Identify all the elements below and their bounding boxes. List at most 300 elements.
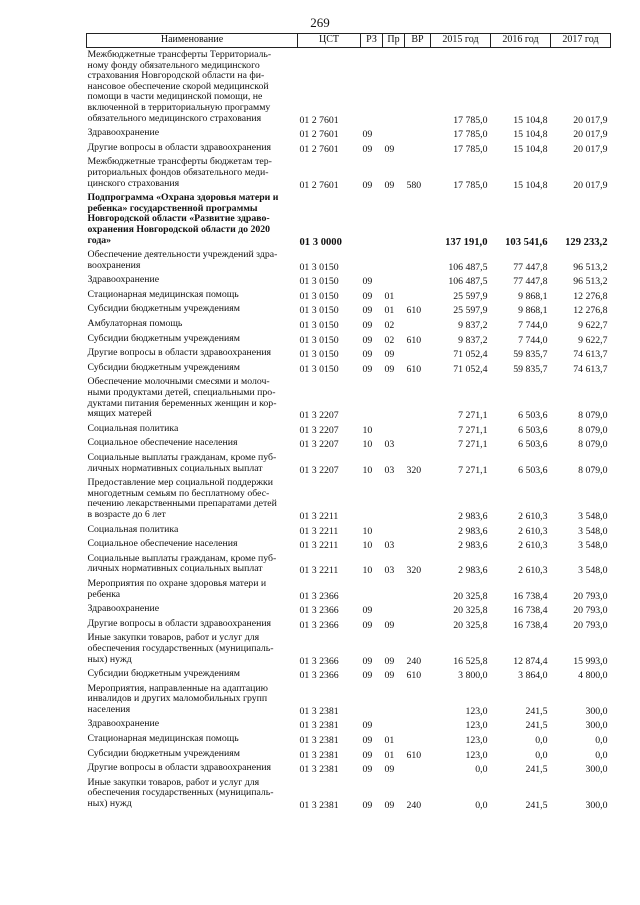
row-name-line: обязательного медицинского страхования <box>87 112 262 124</box>
row-vr <box>405 273 431 288</box>
row-cst: 01 3 0150 <box>299 320 339 332</box>
row-2016: 2 610,3 <box>518 510 548 522</box>
row-2015: 137 191,0 <box>445 236 488 248</box>
row-2016: 6 503,6 <box>518 464 548 476</box>
table-row <box>87 617 611 632</box>
row-pr: 09 <box>384 764 395 776</box>
row-2017: 0,0 <box>595 749 608 761</box>
row-rz: 09 <box>362 305 373 317</box>
row-2017: 96 513,2 <box>573 261 608 273</box>
table-row <box>87 451 611 476</box>
row-cst: 01 3 2366 <box>299 590 339 602</box>
row-2017: 20 017,9 <box>573 129 608 141</box>
row-cst: 01 3 2207 <box>299 424 339 436</box>
row-2017: 8 079,0 <box>578 410 608 422</box>
row-2016: 3 864,0 <box>518 670 548 682</box>
row-name-line: Социальные выплаты гражданам, кроме пуб- <box>87 452 277 463</box>
row-name <box>87 717 298 732</box>
row-name-line: Иные закупки товаров, работ и услуг для <box>87 776 260 788</box>
row-vr: 580 <box>406 179 422 191</box>
row-name-line: Стационарная медицинская помощь <box>87 733 239 745</box>
row-name <box>87 761 298 776</box>
row-rz <box>361 476 383 522</box>
row-name <box>87 602 298 617</box>
row-name-line: Новгородской области «Развитие здраво- <box>87 213 270 225</box>
row-pr <box>383 682 405 718</box>
row-rz: 09 <box>362 605 373 617</box>
row-2017: 20 017,9 <box>573 114 608 126</box>
row-vr: 610 <box>406 670 422 682</box>
row-cst: 01 3 2207 <box>299 464 339 476</box>
row-2016: 16 738,4 <box>513 619 548 631</box>
row-cst: 01 3 2211 <box>299 510 339 522</box>
row-name-line: мящих матерей <box>87 408 152 420</box>
row-pr <box>383 577 405 602</box>
row-name <box>87 155 298 191</box>
row-2016: 7 744,0 <box>518 334 548 346</box>
row-rz: 10 <box>362 525 373 537</box>
row-2016: 16 738,4 <box>513 590 548 602</box>
row-name <box>87 48 298 127</box>
row-vr <box>405 617 431 632</box>
row-name-line: многодетным семьям по бесплатному обес- <box>87 487 270 499</box>
row-2015: 71 052,4 <box>453 363 488 375</box>
row-2016: 59 835,7 <box>513 363 548 375</box>
row-pr: 09 <box>384 363 395 375</box>
table-row <box>87 346 611 361</box>
row-name-line: ребенка» государственной программы <box>87 202 258 214</box>
row-rz <box>361 577 383 602</box>
row-rz: 09 <box>362 334 373 346</box>
row-2015: 16 525,8 <box>453 655 488 667</box>
row-2016: 77 447,8 <box>513 276 548 288</box>
row-name <box>87 523 298 538</box>
row-2016: 2 610,3 <box>518 525 548 537</box>
table-row <box>87 552 611 577</box>
row-name-line: Здравоохранение <box>87 603 160 615</box>
row-vr <box>405 248 431 273</box>
row-2015: 123,0 <box>465 749 488 761</box>
row-rz: 10 <box>362 424 373 436</box>
row-pr: 01 <box>384 749 395 761</box>
row-vr: 610 <box>406 334 422 346</box>
row-cst: 01 3 2207 <box>299 410 339 422</box>
row-rz: 10 <box>362 540 373 552</box>
row-name-line: Социальная политика <box>87 523 179 535</box>
row-cst: 01 3 0150 <box>299 349 339 361</box>
row-name <box>87 422 298 437</box>
row-name <box>87 747 298 762</box>
table-row <box>87 141 611 156</box>
row-2017: 20 793,0 <box>573 619 608 631</box>
row-2016: 0,0 <box>535 735 548 747</box>
row-name <box>87 248 298 273</box>
row-cst: 01 3 2366 <box>299 605 339 617</box>
row-2016: 9 868,1 <box>518 290 548 302</box>
row-2015: 25 597,9 <box>453 305 488 317</box>
row-name-line: Предоставление мер социальной поддержки <box>87 477 274 489</box>
row-vr: 610 <box>406 749 422 761</box>
row-2016: 15 104,8 <box>513 179 548 191</box>
row-name-line: риториальных фондов обязательного меди- <box>87 166 269 178</box>
row-2015: 7 271,1 <box>458 410 488 422</box>
row-pr <box>383 523 405 538</box>
row-name-line: Субсидии бюджетным учреждениям <box>87 747 240 759</box>
row-rz: 09 <box>362 143 373 155</box>
table-header-row <box>87 34 611 48</box>
header-cst: ЦСТ <box>298 34 361 48</box>
row-cst: 01 3 0150 <box>299 261 339 273</box>
row-cst: 01 3 2381 <box>299 749 339 761</box>
row-cst: 01 3 0150 <box>299 305 339 317</box>
table-row <box>87 248 611 273</box>
row-cst: 01 3 0150 <box>299 334 339 346</box>
table-row <box>87 48 611 127</box>
row-name <box>87 617 298 632</box>
row-2015: 123,0 <box>465 705 488 717</box>
row-name-line: Субсидии бюджетным учреждениям <box>87 361 240 373</box>
header-vr: ВР <box>405 34 431 48</box>
table-row <box>87 747 611 762</box>
row-vr: 610 <box>406 305 422 317</box>
row-2016: 6 503,6 <box>518 424 548 436</box>
budget-table <box>86 33 611 812</box>
row-name-line: личных нормативных социальных выплат <box>87 563 263 575</box>
table-row <box>87 602 611 617</box>
row-2017: 4 800,0 <box>578 670 608 682</box>
row-2017: 300,0 <box>585 764 608 776</box>
row-cst: 01 3 0150 <box>299 290 339 302</box>
row-pr <box>383 273 405 288</box>
row-pr <box>383 48 405 127</box>
row-rz: 09 <box>362 764 373 776</box>
row-name <box>87 552 298 577</box>
row-2015: 106 487,5 <box>448 276 488 288</box>
row-2017: 300,0 <box>585 800 608 812</box>
row-name-line: Иные закупки товаров, работ и услуг для <box>87 632 260 644</box>
row-2016: 6 503,6 <box>518 439 548 451</box>
table-row <box>87 126 611 141</box>
row-2016: 6 503,6 <box>518 410 548 422</box>
row-name-line: Мероприятия по охране здоровья матери и <box>87 577 267 589</box>
row-2015: 17 785,0 <box>453 143 488 155</box>
row-rz: 09 <box>362 290 373 302</box>
row-cst: 01 3 2381 <box>299 764 339 776</box>
row-2016: 103 541,6 <box>505 236 548 248</box>
row-vr <box>405 422 431 437</box>
row-2016: 77 447,8 <box>513 261 548 273</box>
row-name-line: Амбулаторная помощь <box>87 318 183 330</box>
row-2015: 3 800,0 <box>458 670 488 682</box>
row-pr: 02 <box>384 334 395 346</box>
row-name-line: Стационарная медицинская помощь <box>87 288 239 300</box>
row-pr: 01 <box>384 290 395 302</box>
row-name <box>87 361 298 376</box>
row-vr <box>405 346 431 361</box>
row-name-line: нансовое обеспечение скорой медицинской <box>87 80 269 92</box>
row-2017: 3 548,0 <box>578 540 608 552</box>
header-name: Наименование <box>87 34 298 48</box>
row-pr: 09 <box>384 800 395 812</box>
row-pr: 03 <box>384 464 395 476</box>
row-2016: 15 104,8 <box>513 143 548 155</box>
row-name <box>87 126 298 141</box>
row-pr: 01 <box>384 735 395 747</box>
row-vr <box>405 537 431 552</box>
row-vr <box>405 436 431 451</box>
row-name-line: Другие вопросы в области здравоохранения <box>87 617 272 629</box>
table-row <box>87 761 611 776</box>
row-rz: 09 <box>362 720 373 732</box>
row-2017: 129 233,2 <box>565 236 608 248</box>
table-row <box>87 476 611 522</box>
row-pr: 03 <box>384 439 395 451</box>
table-row <box>87 332 611 347</box>
row-vr <box>405 732 431 747</box>
row-2016: 0,0 <box>535 749 548 761</box>
row-name-line: воохранения <box>87 259 141 271</box>
row-name-line: Здравоохранение <box>87 127 160 139</box>
row-rz: 09 <box>362 619 373 631</box>
row-vr: 610 <box>406 363 422 375</box>
row-2016: 16 738,4 <box>513 605 548 617</box>
row-2016: 2 610,3 <box>518 565 548 577</box>
table-row <box>87 422 611 437</box>
row-2016: 241,5 <box>525 800 548 812</box>
row-pr <box>383 248 405 273</box>
table-row <box>87 317 611 332</box>
row-2017: 0,0 <box>595 735 608 747</box>
row-2015: 123,0 <box>465 720 488 732</box>
page-number: 269 <box>310 15 330 30</box>
table-row <box>87 523 611 538</box>
row-name-line: Субсидии бюджетным учреждениям <box>87 668 240 680</box>
row-vr <box>405 317 431 332</box>
row-name <box>87 667 298 682</box>
row-2015: 20 325,8 <box>453 605 488 617</box>
row-2015: 9 837,2 <box>458 320 488 332</box>
row-pr <box>383 717 405 732</box>
row-2015: 106 487,5 <box>448 261 488 273</box>
row-cst: 01 3 2381 <box>299 800 339 812</box>
row-2017: 300,0 <box>585 705 608 717</box>
row-vr <box>405 141 431 156</box>
row-name <box>87 451 298 476</box>
row-name-line: цинского страхования <box>87 177 180 189</box>
row-cst: 01 2 7601 <box>299 179 339 191</box>
row-name <box>87 346 298 361</box>
row-name <box>87 577 298 602</box>
row-2017: 20 793,0 <box>573 605 608 617</box>
row-2017: 9 622,7 <box>578 320 608 332</box>
row-2016: 241,5 <box>525 705 548 717</box>
row-pr: 02 <box>384 320 395 332</box>
row-2015: 2 983,6 <box>458 510 488 522</box>
row-name-line: Межбюджетные трансферты Территориаль- <box>87 49 272 60</box>
row-cst: 01 3 2211 <box>299 525 339 537</box>
row-2017: 8 079,0 <box>578 439 608 451</box>
row-name <box>87 732 298 747</box>
row-vr <box>405 523 431 538</box>
row-name <box>87 476 298 522</box>
table-row <box>87 717 611 732</box>
row-vr <box>405 577 431 602</box>
row-pr <box>383 602 405 617</box>
row-2015: 20 325,8 <box>453 619 488 631</box>
row-2017: 3 548,0 <box>578 525 608 537</box>
row-rz: 09 <box>362 276 373 288</box>
row-rz: 09 <box>362 129 373 141</box>
row-vr: 240 <box>406 655 422 667</box>
row-pr: 09 <box>384 179 395 191</box>
row-pr: 09 <box>384 619 395 631</box>
table-row <box>87 302 611 317</box>
row-rz <box>361 191 383 248</box>
row-name-line: Социальная политика <box>87 422 179 434</box>
row-2015: 2 983,6 <box>458 565 488 577</box>
row-name <box>87 317 298 332</box>
row-2016: 12 874,4 <box>513 655 548 667</box>
row-2015: 7 271,1 <box>458 424 488 436</box>
row-name <box>87 436 298 451</box>
row-2015: 20 325,8 <box>453 590 488 602</box>
row-2016: 7 744,0 <box>518 320 548 332</box>
row-name-line: Обеспечение деятельности учреждений здра- <box>87 249 278 261</box>
row-cst: 01 3 0150 <box>299 363 339 375</box>
row-rz: 09 <box>362 670 373 682</box>
row-vr <box>405 476 431 522</box>
row-name-line: страхования Новгородской области на фи- <box>87 70 265 82</box>
row-2015: 2 983,6 <box>458 540 488 552</box>
row-rz: 10 <box>362 439 373 451</box>
row-pr <box>383 126 405 141</box>
row-rz: 09 <box>362 749 373 761</box>
row-rz: 09 <box>362 655 373 667</box>
row-name-line: Социальное обеспечение населения <box>87 437 238 449</box>
row-cst: 01 3 2207 <box>299 439 339 451</box>
row-name-line: помощи в части медицинской помощи, не <box>87 91 263 103</box>
row-pr: 09 <box>384 670 395 682</box>
row-vr <box>405 191 431 248</box>
row-pr <box>383 375 405 421</box>
row-2017: 9 622,7 <box>578 334 608 346</box>
row-2016: 15 104,8 <box>513 129 548 141</box>
row-pr: 03 <box>384 540 395 552</box>
row-cst: 01 3 2211 <box>299 540 339 552</box>
row-vr <box>405 48 431 127</box>
table-row <box>87 191 611 248</box>
header-pr: Пр <box>383 34 405 48</box>
row-name <box>87 631 298 667</box>
row-rz <box>361 682 383 718</box>
row-cst: 01 2 7601 <box>299 129 339 141</box>
row-name-line: личных нормативных социальных выплат <box>87 462 263 474</box>
row-vr <box>405 602 431 617</box>
row-2015: 17 785,0 <box>453 114 488 126</box>
row-rz: 09 <box>362 800 373 812</box>
table-row <box>87 361 611 376</box>
row-2015: 17 785,0 <box>453 179 488 191</box>
header-2016: 2016 год <box>491 34 551 48</box>
row-rz: 10 <box>362 565 373 577</box>
table-row <box>87 436 611 451</box>
row-name-line: Мероприятия, направленные на адаптацию <box>87 682 268 694</box>
header-2015: 2015 год <box>431 34 491 48</box>
row-name-line: обеспечения государственных (муниципаль- <box>87 642 274 654</box>
row-name-line: года» <box>87 234 112 246</box>
row-cst: 01 3 2381 <box>299 705 339 717</box>
table-row <box>87 288 611 303</box>
row-2016: 9 868,1 <box>518 305 548 317</box>
row-pr <box>383 476 405 522</box>
row-2016: 241,5 <box>525 720 548 732</box>
row-2015: 9 837,2 <box>458 334 488 346</box>
row-name-line: ному фонду обязательного медицинского <box>87 59 260 71</box>
row-cst: 01 3 2211 <box>299 565 339 577</box>
table-row <box>87 537 611 552</box>
row-2017: 74 613,7 <box>573 349 608 361</box>
row-cst: 01 3 2381 <box>299 735 339 747</box>
row-name <box>87 273 298 288</box>
row-name-line: дуктами питания беременных женщин и кор- <box>87 397 277 409</box>
row-rz <box>361 375 383 421</box>
row-name-line: Другие вопросы в области здравоохранения <box>87 141 272 153</box>
row-pr: 09 <box>384 143 395 155</box>
row-vr <box>405 682 431 718</box>
row-rz: 10 <box>362 464 373 476</box>
row-pr <box>383 422 405 437</box>
row-2016: 241,5 <box>525 764 548 776</box>
row-name-line: населения <box>87 703 131 715</box>
row-2015: 7 271,1 <box>458 464 488 476</box>
row-2017: 20 017,9 <box>573 179 608 191</box>
row-name-line: Обеспечение молочными смесями и молоч- <box>87 376 270 388</box>
row-2015: 0,0 <box>475 764 488 776</box>
row-cst: 01 3 2366 <box>299 619 339 631</box>
row-name-line: Здравоохранение <box>87 718 160 730</box>
header-rz: РЗ <box>361 34 383 48</box>
row-rz: 09 <box>362 363 373 375</box>
table-row <box>87 273 611 288</box>
row-pr: 03 <box>384 565 395 577</box>
row-cst: 01 3 0150 <box>299 276 339 288</box>
row-name <box>87 682 298 718</box>
row-name-line: ных) нужд <box>87 798 132 810</box>
row-name-line: инвалидов и других маломобильных групп <box>87 693 268 705</box>
row-name-line: ных) нужд <box>87 653 132 665</box>
row-rz: 09 <box>362 735 373 747</box>
row-name-line: в возрасте до 6 лет <box>87 508 166 520</box>
table-row <box>87 375 611 421</box>
table-row <box>87 631 611 667</box>
row-name-line: Социальные выплаты гражданам, кроме пуб- <box>87 552 277 564</box>
row-name-line: Социальное обеспечение населения <box>87 538 238 550</box>
row-2017: 74 613,7 <box>573 363 608 375</box>
row-2017: 3 548,0 <box>578 565 608 577</box>
row-name <box>87 191 298 248</box>
row-vr <box>405 288 431 303</box>
row-rz: 09 <box>362 179 373 191</box>
row-rz: 09 <box>362 349 373 361</box>
row-name <box>87 288 298 303</box>
row-vr: 240 <box>406 800 422 812</box>
row-vr <box>405 375 431 421</box>
row-2017: 15 993,0 <box>573 655 608 667</box>
row-2015: 0,0 <box>475 800 488 812</box>
row-name <box>87 537 298 552</box>
table-row <box>87 577 611 602</box>
row-pr: 09 <box>384 349 395 361</box>
